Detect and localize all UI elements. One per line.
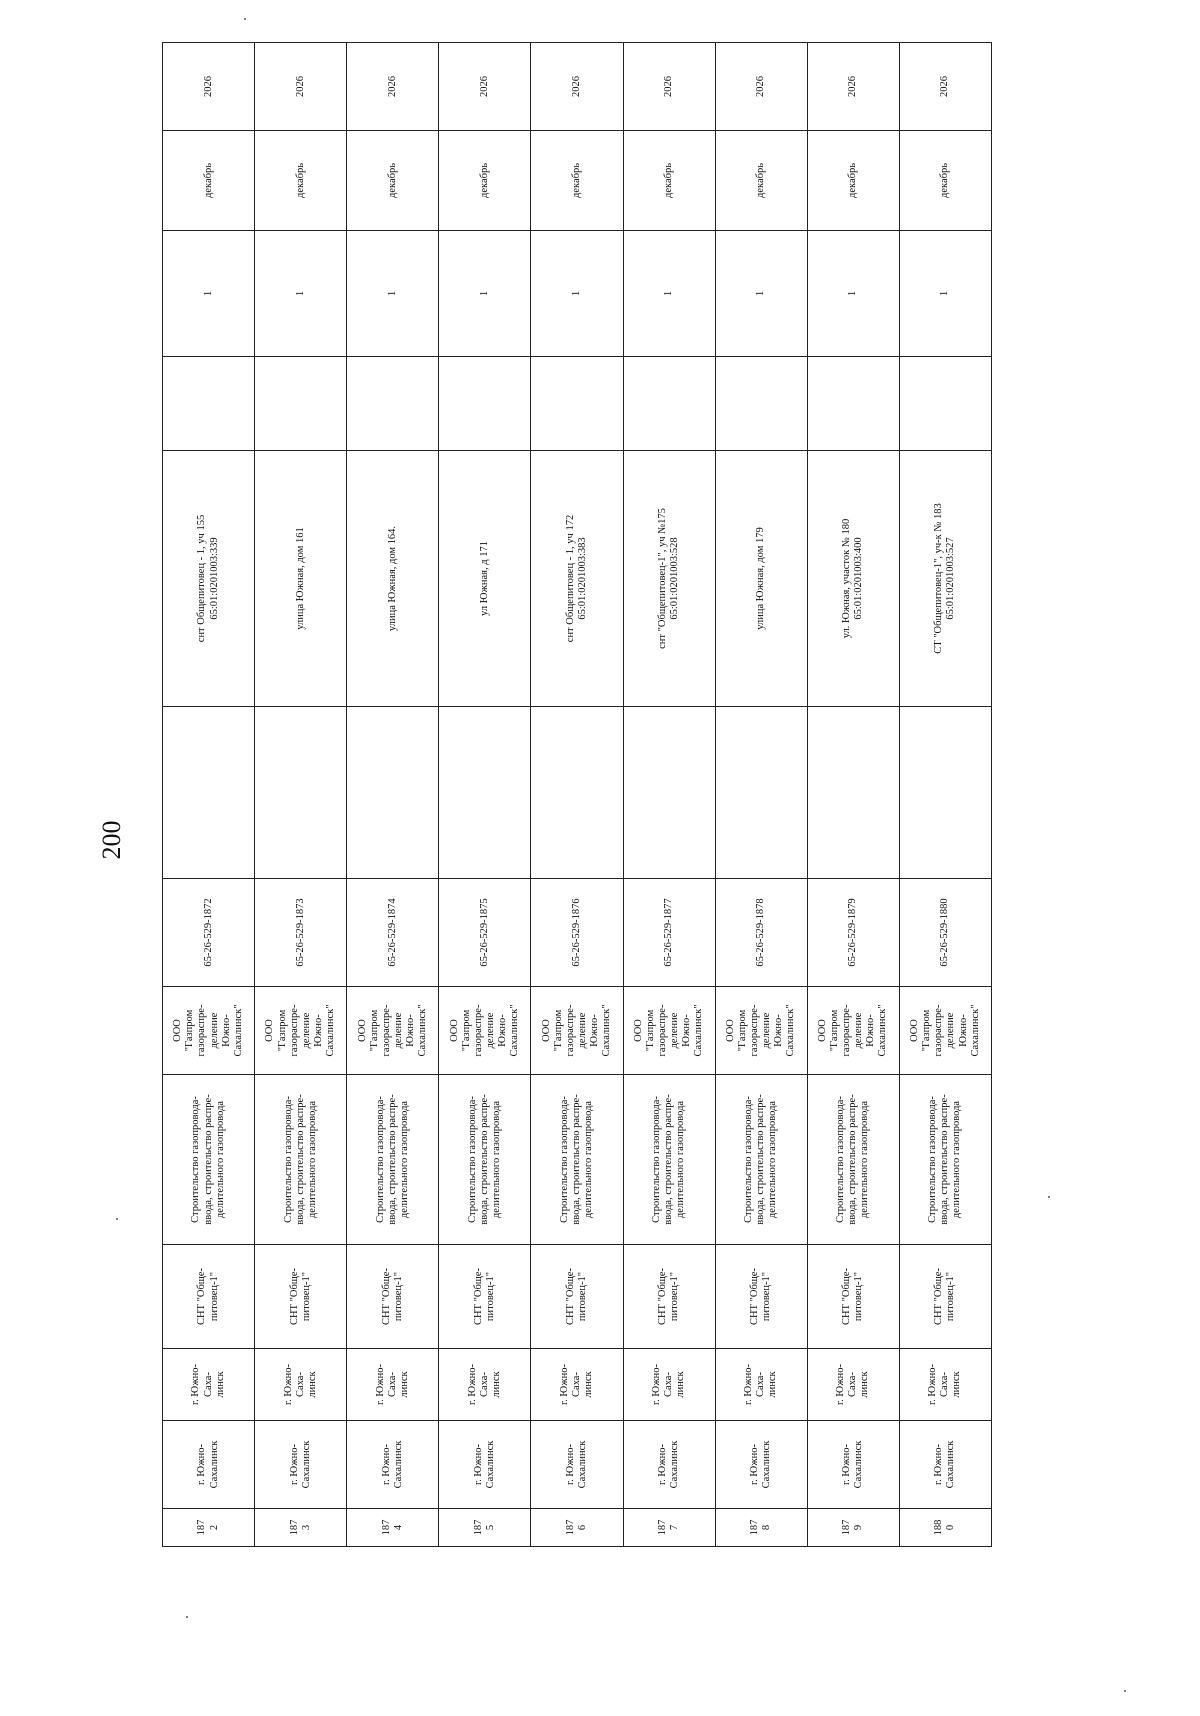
cell-num: 187 5	[439, 1509, 531, 1547]
cell-work: Строительство газопровода- ввода, строительство распре- делительного газопровода	[439, 1075, 531, 1245]
cell-num: 187 7	[623, 1509, 715, 1547]
cell-qty: 1	[255, 231, 347, 357]
cell-qty: 1	[715, 231, 807, 357]
cell-address: улица Южная, дом 161	[255, 451, 347, 707]
cell-qty: 1	[439, 231, 531, 357]
cell-snt: СНТ "Обще- питовец-1"	[439, 1245, 531, 1349]
cell-month: декабрь	[347, 131, 439, 231]
cell-year: 2026	[807, 43, 899, 131]
cell-month: декабрь	[715, 131, 807, 231]
cell-empty1	[255, 707, 347, 879]
cell-code: 65-26-529-1878	[715, 879, 807, 987]
cell-year: 2026	[347, 43, 439, 131]
cell-work: Строительство газопровода- ввода, строительство распре- делительного газопровода	[623, 1075, 715, 1245]
cell-work: Строительство газопровода- ввода, строительство распре- делительного газопровода	[531, 1075, 623, 1245]
cell-empty1	[807, 707, 899, 879]
table-row	[807, 43, 899, 1547]
cell-district: г. Южно- Сахалинск	[899, 1421, 991, 1509]
cell-snt: СНТ "Обще- питовец-1"	[715, 1245, 807, 1349]
cell-work: Строительство газопровода- ввода, строительство распре- делительного газопровода	[163, 1075, 255, 1245]
cell-org: ООО "Газпром газораспре- деление Южно- Сахалинск"	[439, 987, 531, 1075]
cell-num: 187 6	[531, 1509, 623, 1547]
cell-locality: г. Южно- Саха- линск	[163, 1349, 255, 1421]
cell-district: г. Южно- Сахалинск	[255, 1421, 347, 1509]
cell-org: ООО "Газпром газораспре- деление Южно- Сахалинск"	[807, 987, 899, 1075]
cell-snt: СНТ "Обще- питовец-1"	[255, 1245, 347, 1349]
cell-year: 2026	[715, 43, 807, 131]
cell-month: декабрь	[163, 131, 255, 231]
document-table-wrapper	[162, 76, 992, 1547]
cell-qty: 1	[163, 231, 255, 357]
table-row	[899, 43, 991, 1547]
cell-month: декабрь	[899, 131, 991, 231]
cell-district: г. Южно- Сахалинск	[623, 1421, 715, 1509]
cell-num: 187 3	[255, 1509, 347, 1547]
cell-year: 2026	[623, 43, 715, 131]
cell-empty1	[715, 707, 807, 879]
cell-locality: г. Южно- Саха- линск	[899, 1349, 991, 1421]
cell-snt: СНТ "Обще- питовец-1"	[807, 1245, 899, 1349]
cell-org: ООО "Газпром газораспре- деление Южно- Сахалинск"	[531, 987, 623, 1075]
cell-year: 2026	[255, 43, 347, 131]
scan-speck	[186, 1616, 188, 1618]
cell-org: ООО "Газпром газораспре- деление Южно- Сахалинск"	[715, 987, 807, 1075]
cell-empty2	[807, 357, 899, 451]
cell-address: снт "Общепитовец-1", уч №175 65:01:0201003:528	[623, 451, 715, 707]
cell-empty1	[347, 707, 439, 879]
cell-locality: г. Южно- Саха- линск	[439, 1349, 531, 1421]
cell-district: г. Южно- Сахалинск	[163, 1421, 255, 1509]
cell-code: 65-26-529-1873	[255, 879, 347, 987]
cell-address: СТ "Общепитовец-1", уч-к № 183 65:01:0201003:527	[899, 451, 991, 707]
cell-work: Строительство газопровода- ввода, строительство распре- делительного газопровода	[807, 1075, 899, 1245]
cell-district: г. Южно- Сахалинск	[715, 1421, 807, 1509]
cell-locality: г. Южно- Саха- линск	[807, 1349, 899, 1421]
scan-speck	[244, 18, 246, 20]
cell-empty2	[623, 357, 715, 451]
cell-snt: СНТ "Обще- питовец-1"	[899, 1245, 991, 1349]
cell-district: г. Южно- Сахалинск	[347, 1421, 439, 1509]
cell-empty1	[623, 707, 715, 879]
cell-code: 65-26-529-1879	[807, 879, 899, 987]
table-row	[531, 43, 623, 1547]
cell-num: 187 4	[347, 1509, 439, 1547]
cell-locality: г. Южно- Саха- линск	[531, 1349, 623, 1421]
cell-code: 65-26-529-1874	[347, 879, 439, 987]
cell-qty: 1	[807, 231, 899, 357]
cell-empty1	[163, 707, 255, 879]
cell-empty1	[439, 707, 531, 879]
cell-month: декабрь	[623, 131, 715, 231]
cell-address: снт Общепитовец - 1, уч 172 65:01:0201003:383	[531, 451, 623, 707]
cell-empty2	[439, 357, 531, 451]
rotated-table-container	[162, 76, 992, 1547]
cell-month: декабрь	[807, 131, 899, 231]
cell-work: Строительство газопровода- ввода, строительство распре- делительного газопровода	[715, 1075, 807, 1245]
cell-code: 65-26-529-1875	[439, 879, 531, 987]
cell-org: ООО "Газпром газораспре- деление Южно- Сахалинск"	[255, 987, 347, 1075]
cell-org: ООО "Газпром газораспре- деление Южно- Сахалинск"	[899, 987, 991, 1075]
scan-speck	[1048, 1196, 1050, 1198]
cell-year: 2026	[899, 43, 991, 131]
cell-org: ООО "Газпром газораспре- деление Южно- Сахалинск"	[623, 987, 715, 1075]
scan-speck	[1124, 1690, 1126, 1692]
cell-empty1	[531, 707, 623, 879]
cell-code: 65-26-529-1877	[623, 879, 715, 987]
cell-empty2	[163, 357, 255, 451]
cell-address: улица Южная, дом 164.	[347, 451, 439, 707]
cell-month: декабрь	[439, 131, 531, 231]
cell-qty: 1	[899, 231, 991, 357]
cell-code: 65-26-529-1880	[899, 879, 991, 987]
cell-address: ул. Южная, участок № 180 65:01:0201003:400	[807, 451, 899, 707]
cell-num: 187 9	[807, 1509, 899, 1547]
cell-empty2	[531, 357, 623, 451]
registry-table	[162, 42, 992, 1547]
cell-work: Строительство газопровода- ввода, строительство распре- делительного газопровода	[899, 1075, 991, 1245]
cell-num: 188 0	[899, 1509, 991, 1547]
cell-locality: г. Южно- Саха- линск	[715, 1349, 807, 1421]
cell-address: снт Общепитовец - 1, уч 155 65:01:0201003:339	[163, 451, 255, 707]
cell-code: 65-26-529-1872	[163, 879, 255, 987]
cell-empty2	[899, 357, 991, 451]
cell-work: Строительство газопровода- ввода, строительство распре- делительного газопровода	[347, 1075, 439, 1245]
page-number: 200	[97, 820, 126, 860]
cell-qty: 1	[623, 231, 715, 357]
cell-qty: 1	[347, 231, 439, 357]
table-row	[255, 43, 347, 1547]
cell-empty2	[347, 357, 439, 451]
cell-address: ул Южная, д 171	[439, 451, 531, 707]
cell-empty2	[255, 357, 347, 451]
cell-locality: г. Южно- Саха- линск	[255, 1349, 347, 1421]
cell-empty2	[715, 357, 807, 451]
cell-year: 2026	[439, 43, 531, 131]
cell-district: г. Южно- Сахалинск	[439, 1421, 531, 1509]
table-row	[163, 43, 255, 1547]
cell-locality: г. Южно- Саха- линск	[347, 1349, 439, 1421]
cell-snt: СНТ "Обще- питовец-1"	[163, 1245, 255, 1349]
cell-org: ООО "Газпром газораспре- деление Южно- Сахалинск"	[347, 987, 439, 1075]
cell-work: Строительство газопровода- ввода, строительство распре- делительного газопровода	[255, 1075, 347, 1245]
cell-org: ООО "Газпром газораспре- деление Южно- Сахалинск"	[163, 987, 255, 1075]
cell-address: улица Южная, дом 179	[715, 451, 807, 707]
cell-district: г. Южно- Сахалинск	[807, 1421, 899, 1509]
cell-qty: 1	[531, 231, 623, 357]
cell-month: декабрь	[531, 131, 623, 231]
table-row	[347, 43, 439, 1547]
table-body	[163, 43, 992, 1547]
cell-month: декабрь	[255, 131, 347, 231]
scan-speck	[116, 1218, 118, 1220]
cell-code: 65-26-529-1876	[531, 879, 623, 987]
cell-year: 2026	[531, 43, 623, 131]
cell-num: 187 8	[715, 1509, 807, 1547]
cell-locality: г. Южно- Саха- линск	[623, 1349, 715, 1421]
cell-district: г. Южно- Сахалинск	[531, 1421, 623, 1509]
table-row	[715, 43, 807, 1547]
cell-snt: СНТ "Обще- питовец-1"	[623, 1245, 715, 1349]
cell-snt: СНТ "Обще- питовец-1"	[531, 1245, 623, 1349]
cell-year: 2026	[163, 43, 255, 131]
table-row	[623, 43, 715, 1547]
cell-snt: СНТ "Обще- питовец-1"	[347, 1245, 439, 1349]
table-row	[439, 43, 531, 1547]
cell-num: 187 2	[163, 1509, 255, 1547]
cell-empty1	[899, 707, 991, 879]
